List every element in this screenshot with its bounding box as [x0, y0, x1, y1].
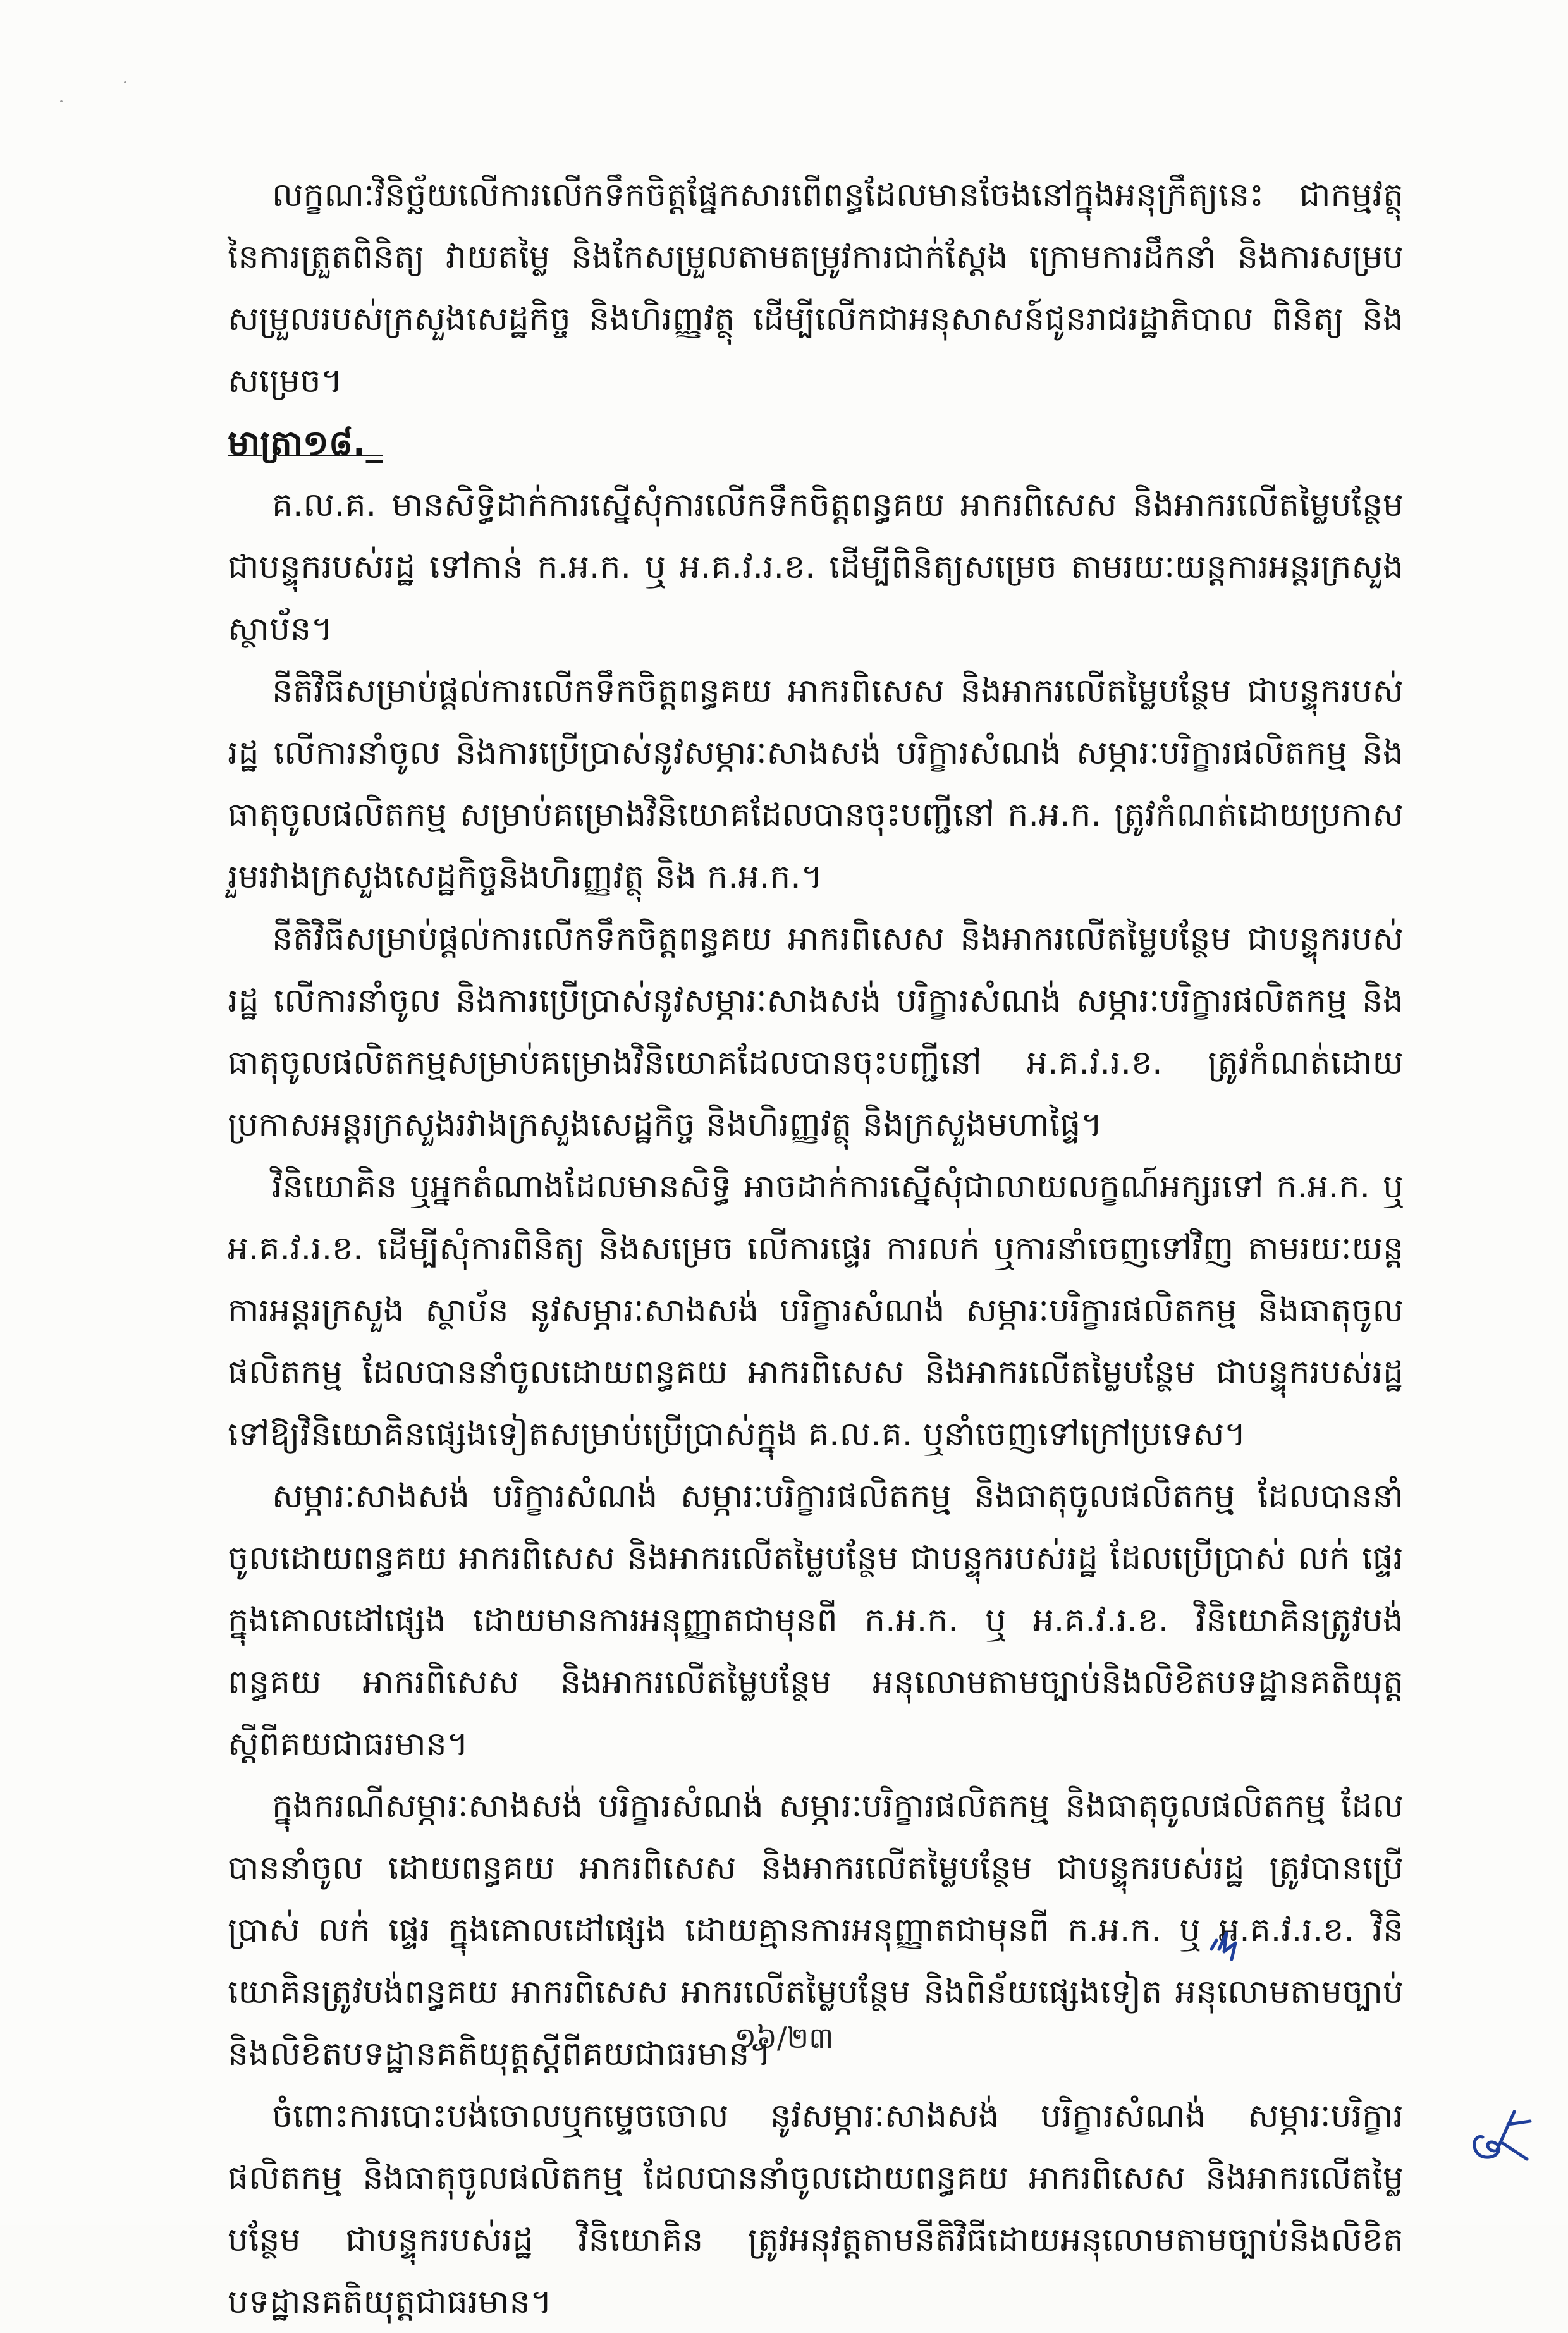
article-paragraph-3: នីតិវិធីសម្រាប់ផ្តល់ការលើកទឹកចិត្តពន្ធគយ អាករពិសេស និងអាករលើតម្លៃបន្ថែម ជាបន្ទុករបស់រដ្ឋ លើការនាំចូល និងការប្រើប្រាស់នូវសម្ភារៈសាងសង់ បរិក្ខារសំណង់ សម្ភារៈបរិក្ខារផលិតកម្ម និងធាតុចូលផលិតកម្មសម្រាប់គម្រោងវិនិយោគដែលបានចុះបញ្ជីនៅ អ.គ.វ.រ.ខ. ត្រូវកំណត់ដោយប្រកាសអន្តរក្រសួងរវាងក្រសួងសេដ្ឋកិច្ច និងហិរញ្ញវត្ថុ និងក្រសួងមហាផ្ទៃ។	[228, 920, 1404, 1144]
handwritten-mark-icon	[1208, 1924, 1258, 1962]
article-paragraph-5: សម្ភារៈសាងសង់ បរិក្ខារសំណង់ សម្ភារៈបរិក្ខារផលិតកម្ម និងធាតុចូលផលិតកម្ម ដែលបាននាំចូលដោយពន្ធគយ អាករពិសេស និងអាករលើតម្លៃបន្ថែម ជាបន្ទុករបស់រដ្ឋ ដែលប្រើប្រាស់ លក់ ផ្ទេរ ក្នុងគោលដៅផ្សេង ដោយមានការអនុញ្ញាតជាមុនពី ក.អ.ក. ឬ អ.គ.វ.រ.ខ. វិនិយោគិនត្រូវបង់ពន្ធគយ អាករពិសេស និងអាករលើតម្លៃបន្ថែម អនុលោមតាមច្បាប់និងលិខិតបទដ្ឋានគតិយុត្តស្តីពីគយជាធរមាន។	[228, 1478, 1404, 1763]
article-heading: មាត្រា១៨._	[228, 423, 383, 463]
page-number: ១៦/២៣	[734, 2021, 834, 2055]
initials-signature-icon	[1464, 2099, 1540, 2175]
scan-speck	[124, 81, 126, 83]
article-paragraph-2: នីតិវិធីសម្រាប់ផ្តល់ការលើកទឹកចិត្តពន្ធគយ អាករពិសេស និងអាករលើតម្លៃបន្ថែម ជាបន្ទុករបស់រដ្ឋ លើការនាំចូល និងការប្រើប្រាស់នូវសម្ភារៈសាងសង់ បរិក្ខារសំណង់ សម្ភារៈបរិក្ខារផលិតកម្ម និងធាតុចូលផលិតកម្ម សម្រាប់គម្រោងវិនិយោគដែលបានចុះបញ្ជីនៅ ក.អ.ក. ត្រូវកំណត់ដោយប្រកាសរួមរវាងក្រសួងសេដ្ឋកិច្ចនិងហិរញ្ញវត្ថុ និង ក.អ.ក.។	[228, 672, 1404, 896]
article-paragraph-7: ចំពោះការបោះបង់ចោលឬកម្ទេចចោល នូវសម្ភារៈសាងសង់ បរិក្ខារសំណង់ សម្ភារៈបរិក្ខារផលិតកម្ម និងធាតុចូលផលិតកម្ម ដែលបាននាំចូលដោយពន្ធគយ អាករពិសេស និងអាករលើតម្លៃបន្ថែម ជាបន្ទុករបស់រដ្ឋ វិនិយោគិន ត្រូវអនុវត្តតាមនីតិវិធីដោយអនុលោមតាមច្បាប់និងលិខិតបទដ្ឋានគតិយុត្តជាធរមាន។	[228, 2097, 1404, 2321]
intro-paragraph: លក្ខណៈវិនិច្ឆ័យលើការលើកទឹកចិត្តផ្នែកសារពើពន្ធដែលមានចែងនៅក្នុងអនុក្រឹត្យនេះ ជាកម្មវត្ថុនៃការត្រួតពិនិត្យ វាយតម្លៃ និងកែសម្រួលតាមតម្រូវការជាក់ស្តែង ក្រោមការដឹកនាំ និងការសម្របសម្រួលរបស់ក្រសួងសេដ្ឋកិច្ច និងហិរញ្ញវត្ថុ ដើម្បីលើកជាអនុសាសន៍ជូនរាជរដ្ឋាភិបាល ពិនិត្យ និងសម្រេច។	[228, 176, 1404, 400]
article-paragraph-6: ក្នុងករណីសម្ភារៈសាងសង់ បរិក្ខារសំណង់ សម្ភារៈបរិក្ខារផលិតកម្ម និងធាតុចូលផលិតកម្ម ដែលបាននាំចូល ដោយពន្ធគយ អាករពិសេស និងអាករលើតម្លៃបន្ថែម ជាបន្ទុករបស់រដ្ឋ ត្រូវបានប្រើប្រាស់ លក់ ផ្ទេរ ក្នុងគោលដៅផ្សេង ដោយគ្មានការអនុញ្ញាតជាមុនពី ក.អ.ក. ឬ អ.គ.វ.រ.ខ. វិនិយោគិនត្រូវបង់ពន្ធគយ អាករពិសេស អាករលើតម្លៃបន្ថែម និងពិន័យផ្សេងទៀត អនុលោមតាមច្បាប់និងលិខិតបទដ្ឋានគតិយុត្តស្តីពីគយជាធរមាន។	[228, 1787, 1404, 2073]
scan-speck	[60, 100, 63, 102]
article-paragraph-4: វិនិយោគិន ឬអ្នកតំណាងដែលមានសិទ្ធិ អាចដាក់ការស្នើសុំជាលាយលក្ខណ៍អក្សរទៅ ក.អ.ក. ឬ អ.គ.វ.រ.ខ. ដើម្បីសុំការពិនិត្យ និងសម្រេច លើការផ្ទេរ ការលក់ ឬការនាំចេញទៅវិញ តាមរយៈយន្តការអន្តរក្រសួង ស្ថាប័ន នូវសម្ភារៈសាងសង់ បរិក្ខារសំណង់ សម្ភារៈបរិក្ខារផលិតកម្ម និងធាតុចូលផលិតកម្ម ដែលបាននាំចូលដោយពន្ធគយ អាករពិសេស និងអាករលើតម្លៃបន្ថែម ជាបន្ទុករបស់រដ្ឋ ទៅឱ្យវិនិយោគិនផ្សេងទៀតសម្រាប់ប្រើប្រាស់ក្នុង គ.ល.គ. ឬនាំចេញទៅក្រៅប្រទេស។	[228, 1168, 1404, 1454]
article-paragraph-1: គ.ល.គ. មានសិទ្ធិដាក់ការស្នើសុំការលើកទឹកចិត្តពន្ធគយ អាករពិសេស និងអាករលើតម្លៃបន្ថែម ជាបន្ទុករបស់រដ្ឋ ទៅកាន់ ក.អ.ក. ឬ អ.គ.វ.រ.ខ. ដើម្បីពិនិត្យសម្រេច តាមរយៈយន្តការអន្តរក្រសួង ស្ថាប័ន។	[228, 486, 1404, 648]
document-body	[228, 164, 1404, 2333]
